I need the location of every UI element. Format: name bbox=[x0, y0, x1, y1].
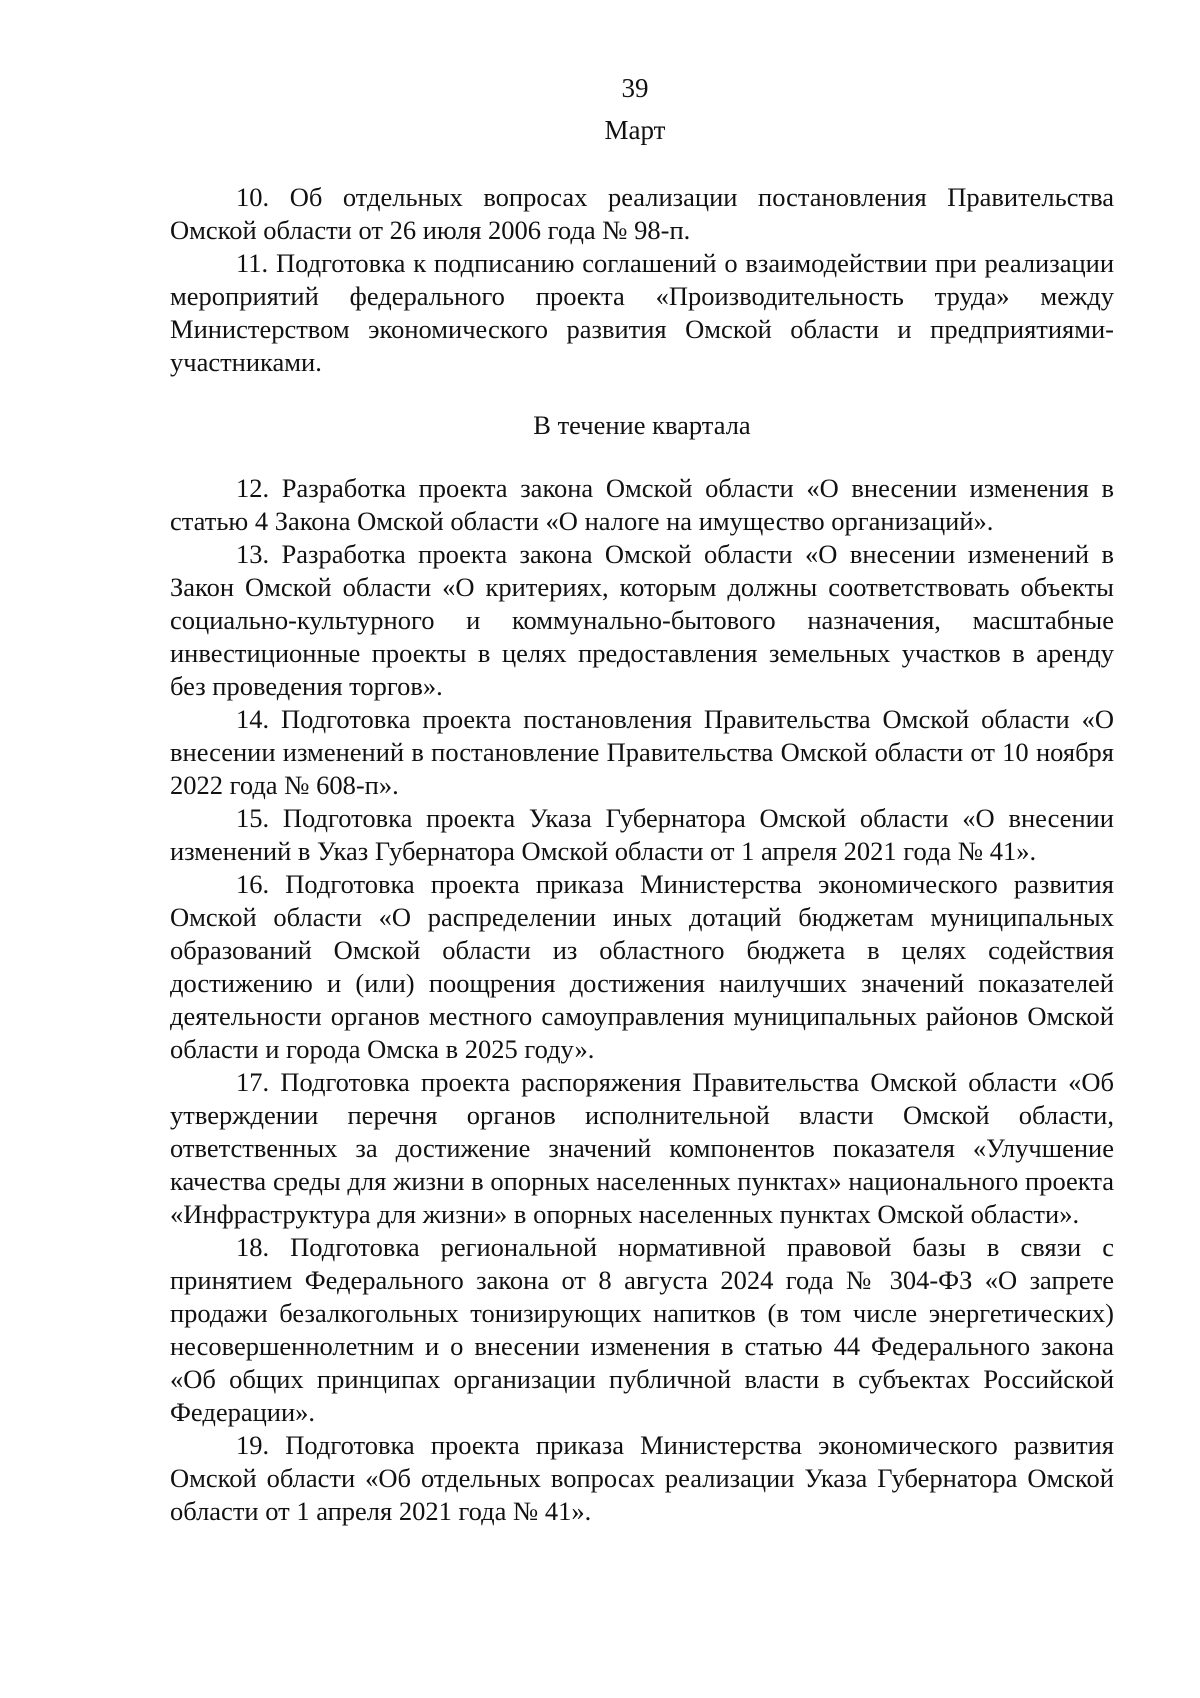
list-item-13: 13. Разработка проекта закона Омской области «О внесении изменений в Закон Омской области «О критериях, которым должны соответствовать объекты социально-культурного и коммунально-бытового назначения, масштабные инвестиционные проекты в целях предоставления земельных участков в аренду без проведения торгов». bbox=[170, 539, 1114, 701]
page-number: 39 bbox=[621, 73, 649, 103]
list-item-10: 10. Об отдельных вопросах реализации постановления Правительства Омской области от 26 июля 2006 года № 98-п. bbox=[170, 182, 1114, 245]
list-item-16: 16. Подготовка проекта приказа Министерства экономического развития Омской области «О распределении иных дотаций бюджетам муниципальных образований Омской области из областного бюджета в целях содействия достижению и (или) поощрения достижения наилучших значений показателей деятельности органов местного самоуправления муниципальных районов Омской области и города Омска в 2025 году». bbox=[170, 869, 1114, 1064]
list-item-12: 12. Разработка проекта закона Омской области «О внесении изменения в статью 4 Закона Омской области «О налоге на имущество организаций». bbox=[170, 473, 1114, 536]
list-item-17: 17. Подготовка проекта распоряжения Правительства Омской области «Об утверждении перечня органов исполнительной власти Омской области, ответственных за достижение значений компонентов показателя «Улучшение качества среды для жизни в опорных населенных пунктах» национального проекта «Инфраструктура для жизни» в опорных населенных пунктах Омской области». bbox=[170, 1067, 1114, 1229]
list-item-14: 14. Подготовка проекта постановления Правительства Омской области «О внесении изменений в постановление Правительства Омской области от 10 ноября 2022 года № 608-п». bbox=[170, 704, 1114, 800]
list-item-11: 11. Подготовка к подписанию соглашений о взаимодействии при реализации мероприятий федерального проекта «Производительность труда» между Министерством экономического развития Омской области и предприятиями-участниками. bbox=[170, 248, 1114, 377]
list-item-18: 18. Подготовка региональной нормативной правовой базы в связи с принятием Федерального закона от 8 августа 2024 года № 304-ФЗ «О запрете продажи безалкогольных тонизирующих напитков (в том числе энергетических) несовершеннолетним и о внесении изменения в статью 44 Федерального закона «Об общих принципах организации публичной власти в субъектах Российской Федерации». bbox=[170, 1232, 1114, 1427]
month-heading: Март bbox=[604, 115, 666, 145]
list-item-15: 15. Подготовка проекта Указа Губернатора Омской области «О внесении изменений в Указ Губернатора Омской области от 1 апреля 2021 года № 41». bbox=[170, 803, 1114, 866]
march-items bbox=[170, 181, 1114, 379]
quarter-items bbox=[170, 472, 1114, 1528]
quarter-heading: В течение квартала bbox=[533, 410, 751, 440]
list-item-19: 19. Подготовка проекта приказа Министерства экономического развития Омской области «Об отдельных вопросах реализации Указа Губернатора Омской области от 1 апреля 2021 года № 41». bbox=[170, 1430, 1114, 1526]
